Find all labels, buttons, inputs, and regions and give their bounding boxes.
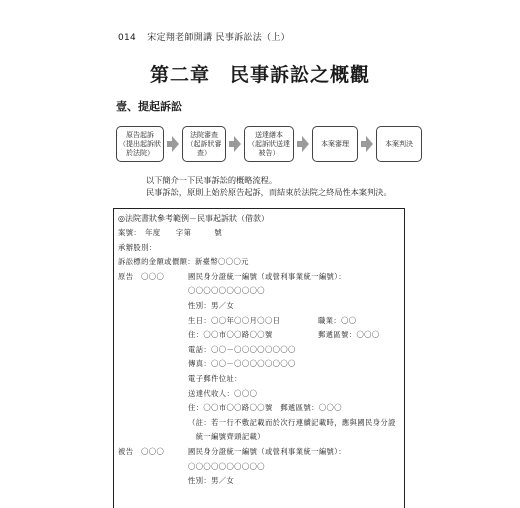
form-field-value: 統一編號齊頭記載） — [188, 432, 265, 442]
flow-step-trial: 本案審理 — [312, 126, 358, 162]
flow-step-review: 法院審查 （起訴狀審 查） — [182, 126, 226, 162]
form-field-value: 電話：〇〇－〇〇〇〇〇〇〇〇 — [188, 344, 296, 354]
complaint-form-sample — [113, 208, 405, 508]
form-field-extra: 郵遞區號：〇〇〇 — [318, 330, 380, 340]
form-field-value: 國民身分證統一編號（或營利事業統一編號）： — [188, 447, 346, 456]
form-field-label: 案號： 年度 字第 號 — [118, 228, 223, 237]
form-field-value: 生日：〇〇年〇〇月〇〇日 — [188, 315, 281, 325]
form-field-label: 承辦股別： — [118, 242, 157, 252]
page-number: 014 — [118, 33, 137, 43]
form-field-label: 被告 〇〇〇 — [118, 447, 165, 456]
form-field-value: 〇〇〇〇〇〇〇〇〇〇 — [188, 461, 265, 471]
form-field-extra: 職業：〇〇 — [318, 315, 357, 325]
chapter-title: 第二章 民事訴訟之概觀 — [149, 64, 370, 86]
form-field-value: 電子郵件位址： — [188, 374, 242, 383]
form-field-label: 訴訟標的金額或價額：新臺幣〇〇〇元 — [118, 257, 249, 267]
form-field-label: 原告 〇〇〇 — [118, 271, 165, 281]
form-field-value: 〇〇〇〇〇〇〇〇〇〇 — [188, 286, 265, 296]
arrow-right-icon — [167, 136, 179, 152]
intro-line: 民事訴訟，原則上始於原告起訴，而結束於法院之終局性本案判決。 — [146, 187, 392, 197]
form-field-value: 送達代收人：〇〇〇 — [188, 388, 258, 398]
form-field-value: （註：若一行不敷記載而於次行連續記載時，應與國民身分證 — [188, 417, 396, 427]
form-field-value: 性別：男／女 — [188, 301, 235, 310]
form-field-value: 國民身分證統一編號（或營利事業統一編號）： — [188, 271, 346, 281]
section-title: 壹、提起訴訟 — [116, 100, 182, 113]
arrow-right-icon — [361, 136, 373, 152]
flow-step-filing: 原告起訴 （提出起訴狀 於法院） — [116, 126, 164, 162]
intro-paragraph — [146, 174, 392, 198]
running-title: 宋定翔老師開講 民事訴訟法（上） — [147, 33, 290, 43]
flow-step-judgment: 本案判決 — [376, 126, 422, 162]
process-flowchart — [116, 126, 413, 164]
running-header — [118, 30, 290, 43]
arrow-right-icon — [229, 136, 241, 152]
arrow-right-icon — [297, 136, 309, 152]
form-field-value: 傳真：〇〇－〇〇〇〇〇〇〇〇 — [188, 359, 296, 369]
intro-line: 以下簡介一下民事訴訟的概略流程。 — [146, 175, 278, 185]
form-field-value: 住：〇〇市〇〇路〇〇號 郵遞區號：〇〇〇 — [188, 403, 342, 413]
flow-step-service: 送達繕本 （起訴狀送達 被告） — [244, 126, 294, 162]
form-title: ◎法院書狀參考範例－民事起訴狀（借款） — [118, 214, 269, 223]
form-field-value: 住：〇〇市〇〇路〇〇號 — [188, 330, 273, 340]
form-field-value: 性別：男／女 — [188, 476, 235, 486]
